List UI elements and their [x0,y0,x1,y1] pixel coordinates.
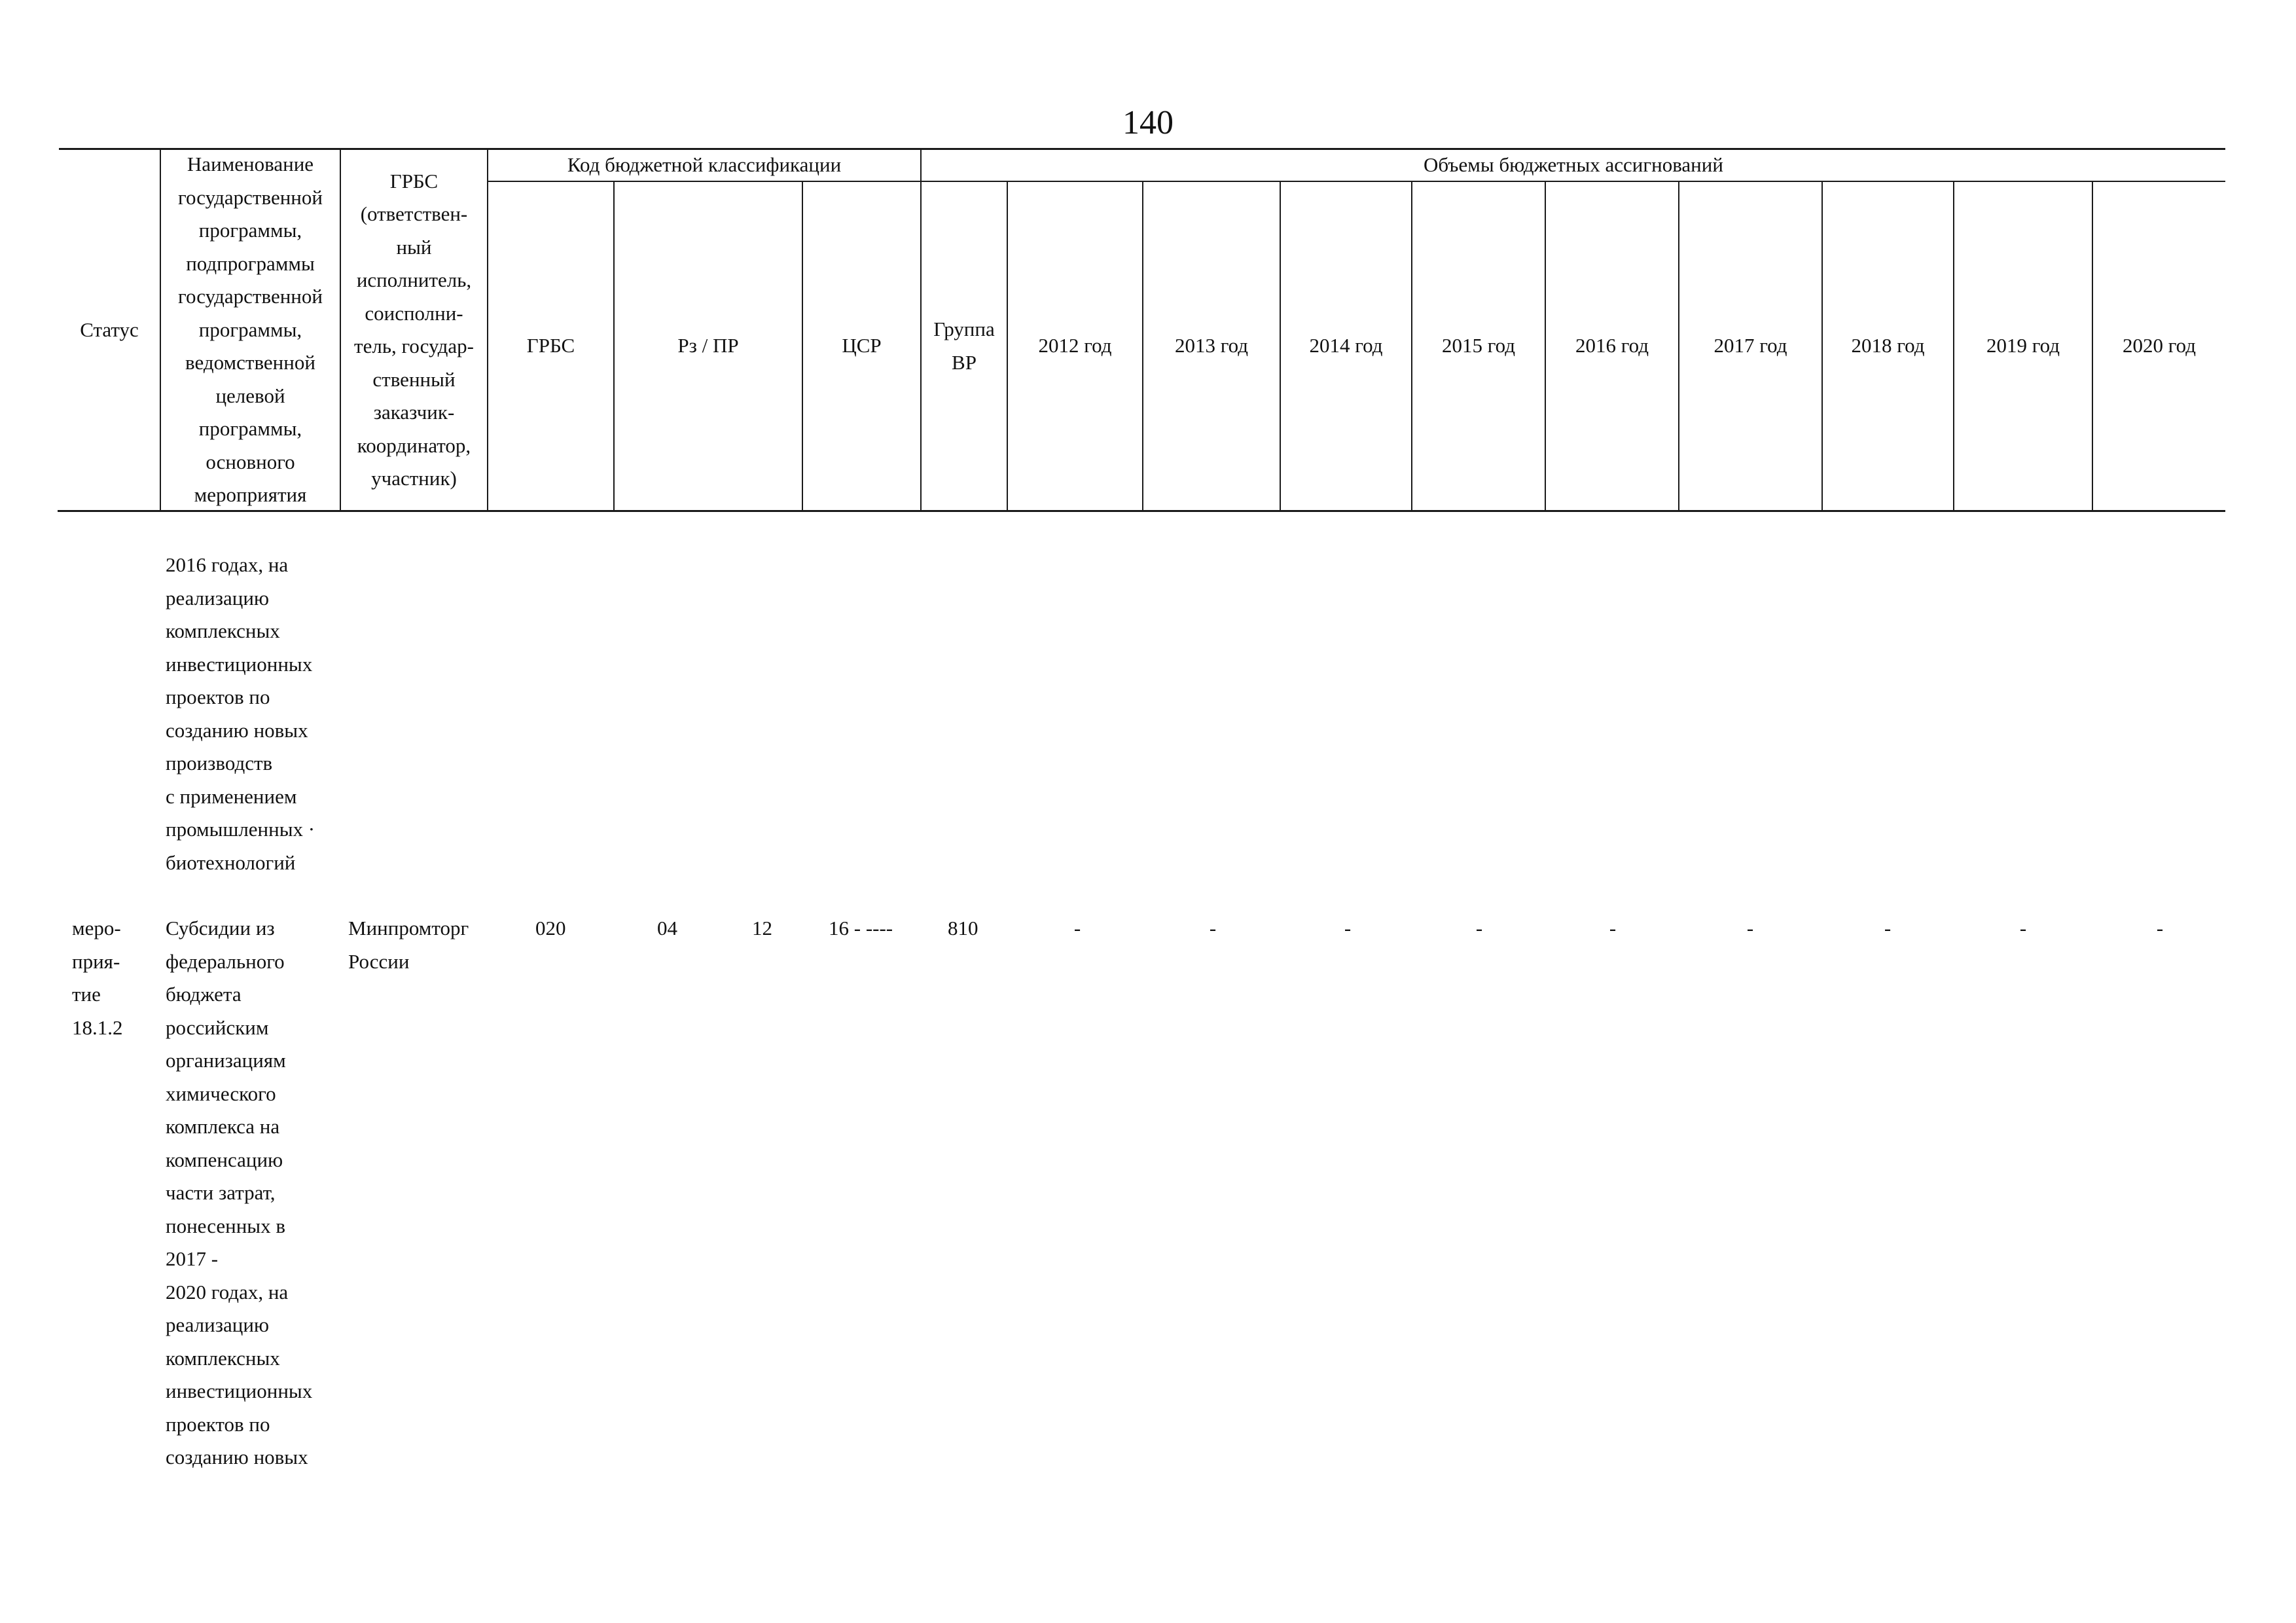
row-status: меро- прия- тие 18.1.2 [72,917,123,1039]
header-year: 2016 год [1575,334,1649,357]
row-value-2013: - [1209,917,1217,939]
row-value-2019: - [2019,917,2027,939]
header-year: 2013 год [1174,334,1249,357]
header-year: 2017 год [1713,334,1787,357]
row-grbs-name: Минпромторг России [348,917,469,973]
header-budget-code-group: Код бюджетной классификации [567,153,842,177]
row-value-2012: - [1073,917,1081,939]
header-year: 2014 год [1309,334,1383,357]
page-number: 140 [1122,104,1174,141]
row-grbs-code: 020 [535,917,566,939]
header-program-name: Наименование государственной программы, подпрограммы государственной программы, ведомственной целевой программы, основного мероприятия [178,153,323,507]
row-value-2020: - [2156,917,2164,939]
row-value-2014: - [1344,917,1352,939]
header-year: 2015 год [1441,334,1516,357]
header-csr: ЦСР [842,334,882,357]
header-grbs-code: ГРБС [526,334,575,357]
row-continuation-name: 2016 годах, на реализацию комплексных инвестиционных проектов по созданию новых производств с применением промышленных · биотехнологий [166,553,315,874]
row-vr: 810 [948,917,978,939]
row-value-2018: - [1884,917,1892,939]
header-grbs-responsible: ГРБС (ответствен- ный исполнитель, соисполни- тель, государ- ственный заказчик- координатор, участник) [354,169,474,490]
header-year: 2019 год [1986,334,2060,357]
row-value-2017: - [1746,917,1754,939]
header-year: 2012 год [1038,334,1112,357]
row-pr: 12 [752,917,772,939]
header-budget-volumes-group: Объемы бюджетных ассигнований [1424,153,1723,177]
header-status: Статус [80,318,139,341]
row-value-2016: - [1609,917,1617,939]
header-vr-group: Группа ВР [933,318,995,374]
header-year: 2020 год [2122,334,2197,357]
row-measure-name: Субсидии из федерального бюджета российским организациям химического комплекса на компенсацию части затрат, понесенных в 2017 - 2020 годах, на реализацию комплексных инвестиционных проектов по созданию новых [166,917,313,1468]
row-value-2015: - [1475,917,1483,939]
row-csr: 16 - ---- [829,917,893,939]
header-rz-pr: Рз / ПР [677,334,739,357]
row-rz: 04 [657,917,677,939]
header-year: 2018 год [1851,334,1925,357]
header-bottom-border [58,510,2225,512]
